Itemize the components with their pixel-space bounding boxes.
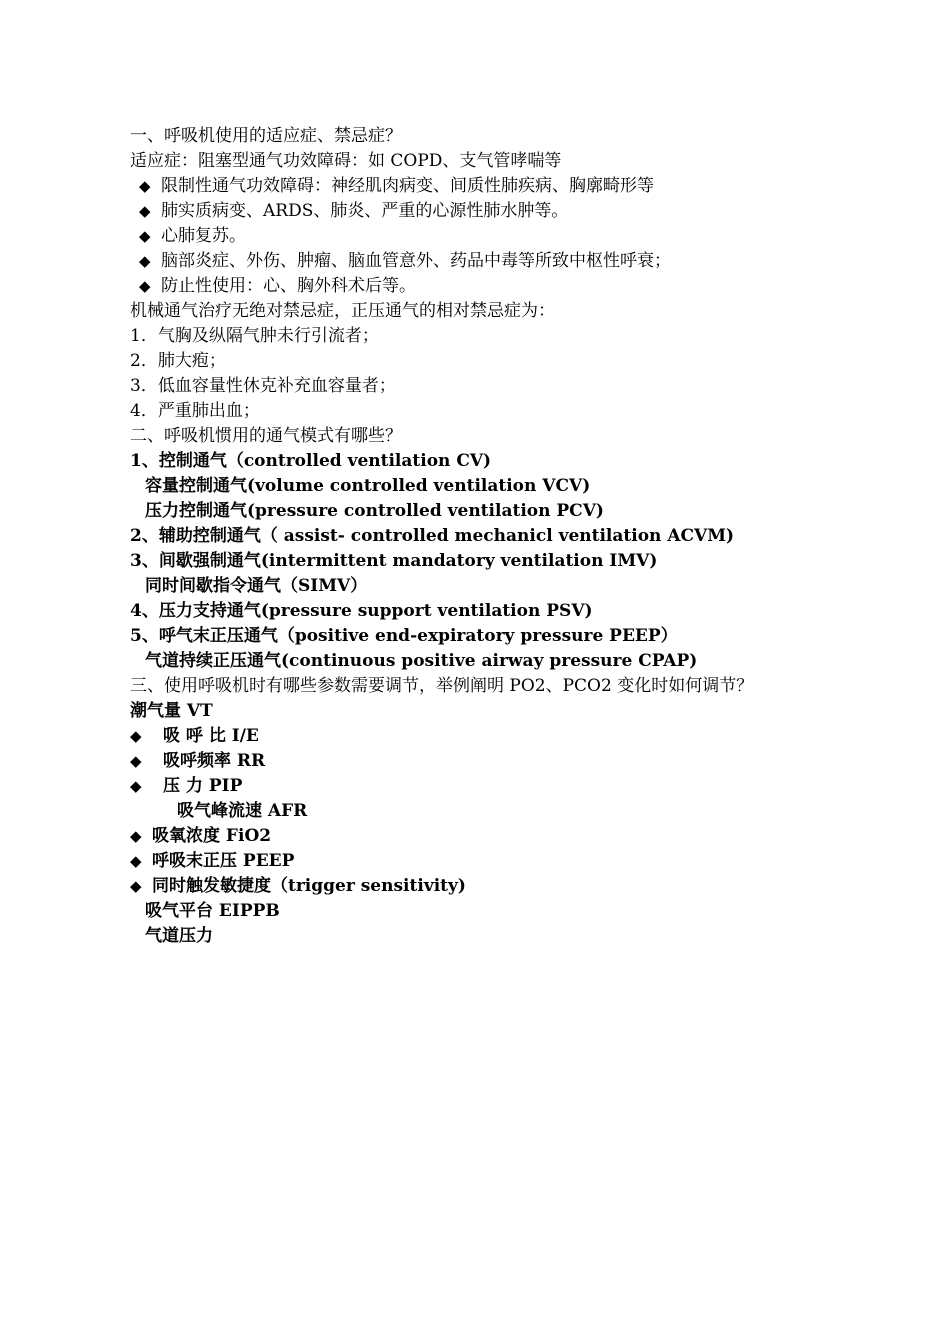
diamond-bullet-icon: ◆: [139, 252, 151, 270]
line-text: 3．低血容量性休克补充血容量者；: [130, 376, 396, 396]
text-line: [130, 224, 830, 249]
line-text: 压 力 PIP: [163, 776, 243, 796]
line-text: 气道持续正压通气(continuous positive airway pressure CPAP): [145, 651, 698, 671]
line-text: 机械通气治疗无绝对禁忌症，正压通气的相对禁忌症为：: [130, 301, 555, 321]
text-line: [130, 449, 830, 474]
text-line: [130, 824, 830, 849]
line-text: 吸气平台 EIPPB: [145, 901, 280, 921]
line-text: 肺实质病变、ARDS、肺炎、严重的心源性肺水肿等。: [161, 201, 569, 221]
line-text: 气道压力: [145, 926, 213, 946]
text-line: [130, 149, 830, 174]
text-line: [130, 274, 830, 299]
text-line: [130, 674, 830, 699]
text-line: [130, 574, 830, 599]
document-body: [130, 124, 830, 949]
diamond-bullet-icon: ◆: [130, 727, 142, 745]
diamond-bullet-icon: ◆: [139, 202, 151, 220]
line-text: 一、呼吸机使用的适应症、禁忌症？: [130, 126, 402, 146]
diamond-bullet-icon: ◆: [139, 227, 151, 245]
line-text: 吸气峰流速 AFR: [177, 801, 308, 821]
line-text: 1．气胸及纵隔气肿未行引流者；: [130, 326, 379, 346]
line-text: 吸氧浓度 FiO2: [152, 826, 272, 846]
diamond-bullet-icon: ◆: [130, 827, 142, 845]
diamond-bullet-icon: ◆: [139, 277, 151, 295]
line-text: 限制性通气功效障碍：神经肌肉病变、间质性肺疾病、胸廓畸形等: [161, 176, 654, 196]
text-line: [130, 324, 830, 349]
line-text: 4．严重肺出血；: [130, 401, 260, 421]
text-line: [130, 624, 830, 649]
text-line: [130, 499, 830, 524]
text-line: [130, 699, 830, 724]
text-line: [130, 774, 830, 799]
line-text: 二、呼吸机惯用的通气模式有哪些？: [130, 426, 402, 446]
text-line: [130, 924, 830, 949]
text-line: [130, 399, 830, 424]
line-text: 吸呼频率 RR: [163, 751, 266, 771]
line-text: 防止性使用：心、胸外科术后等。: [161, 276, 416, 296]
text-line: [130, 849, 830, 874]
line-text: 吸 呼 比 I/E: [163, 726, 259, 746]
line-text: 容量控制通气(volume controlled ventilation VCV): [145, 476, 591, 496]
line-text: 2、辅助控制通气（ assist- controlled mechanicl ventilation ACVM): [130, 526, 735, 546]
line-text: 呼吸末正压 PEEP: [152, 851, 295, 871]
text-line: [130, 374, 830, 399]
line-text: 4、压力支持通气(pressure support ventilation PSV): [130, 601, 593, 621]
line-text: 三、使用呼吸机时有哪些参数需要调节，举例阐明 PO2、PCO2 变化时如何调节？: [130, 676, 754, 696]
text-line: [130, 899, 830, 924]
diamond-bullet-icon: ◆: [130, 877, 142, 895]
diamond-bullet-icon: ◆: [130, 752, 142, 770]
line-text: 3、间歇强制通气(intermittent mandatory ventilation IMV): [130, 551, 658, 571]
line-text: 心肺复苏。: [161, 226, 246, 246]
text-line: [130, 649, 830, 674]
text-line: [130, 524, 830, 549]
line-text: 1、控制通气（controlled ventilation CV): [130, 451, 492, 471]
text-line: [130, 799, 830, 824]
text-line: [130, 474, 830, 499]
diamond-bullet-icon: ◆: [130, 852, 142, 870]
text-line: [130, 349, 830, 374]
line-text: 同时触发敏捷度（trigger sensitivity): [152, 876, 466, 896]
diamond-bullet-icon: ◆: [130, 777, 142, 795]
line-text: 脑部炎症、外伤、肿瘤、脑血管意外、药品中毒等所致中枢性呼衰；: [161, 251, 671, 271]
line-text: 压力控制通气(pressure controlled ventilation PCV): [145, 501, 604, 521]
text-line: [130, 299, 830, 324]
text-line: [130, 124, 830, 149]
line-text: 2．肺大疱；: [130, 351, 226, 371]
line-text: 潮气量 VT: [130, 701, 213, 721]
line-text: 适应症：阻塞型通气功效障碍：如 COPD、支气管哮喘等: [130, 151, 562, 171]
text-line: [130, 174, 830, 199]
text-line: [130, 724, 830, 749]
text-line: [130, 874, 830, 899]
line-text: 同时间歇指令通气（SIMV）: [145, 576, 368, 596]
diamond-bullet-icon: ◆: [139, 177, 151, 195]
text-line: [130, 199, 830, 224]
text-line: [130, 249, 830, 274]
text-line: [130, 599, 830, 624]
line-text: 5、呼气末正压通气（positive end-expiratory pressure PEEP）: [130, 626, 678, 646]
text-line: [130, 749, 830, 774]
text-line: [130, 549, 830, 574]
text-line: [130, 424, 830, 449]
